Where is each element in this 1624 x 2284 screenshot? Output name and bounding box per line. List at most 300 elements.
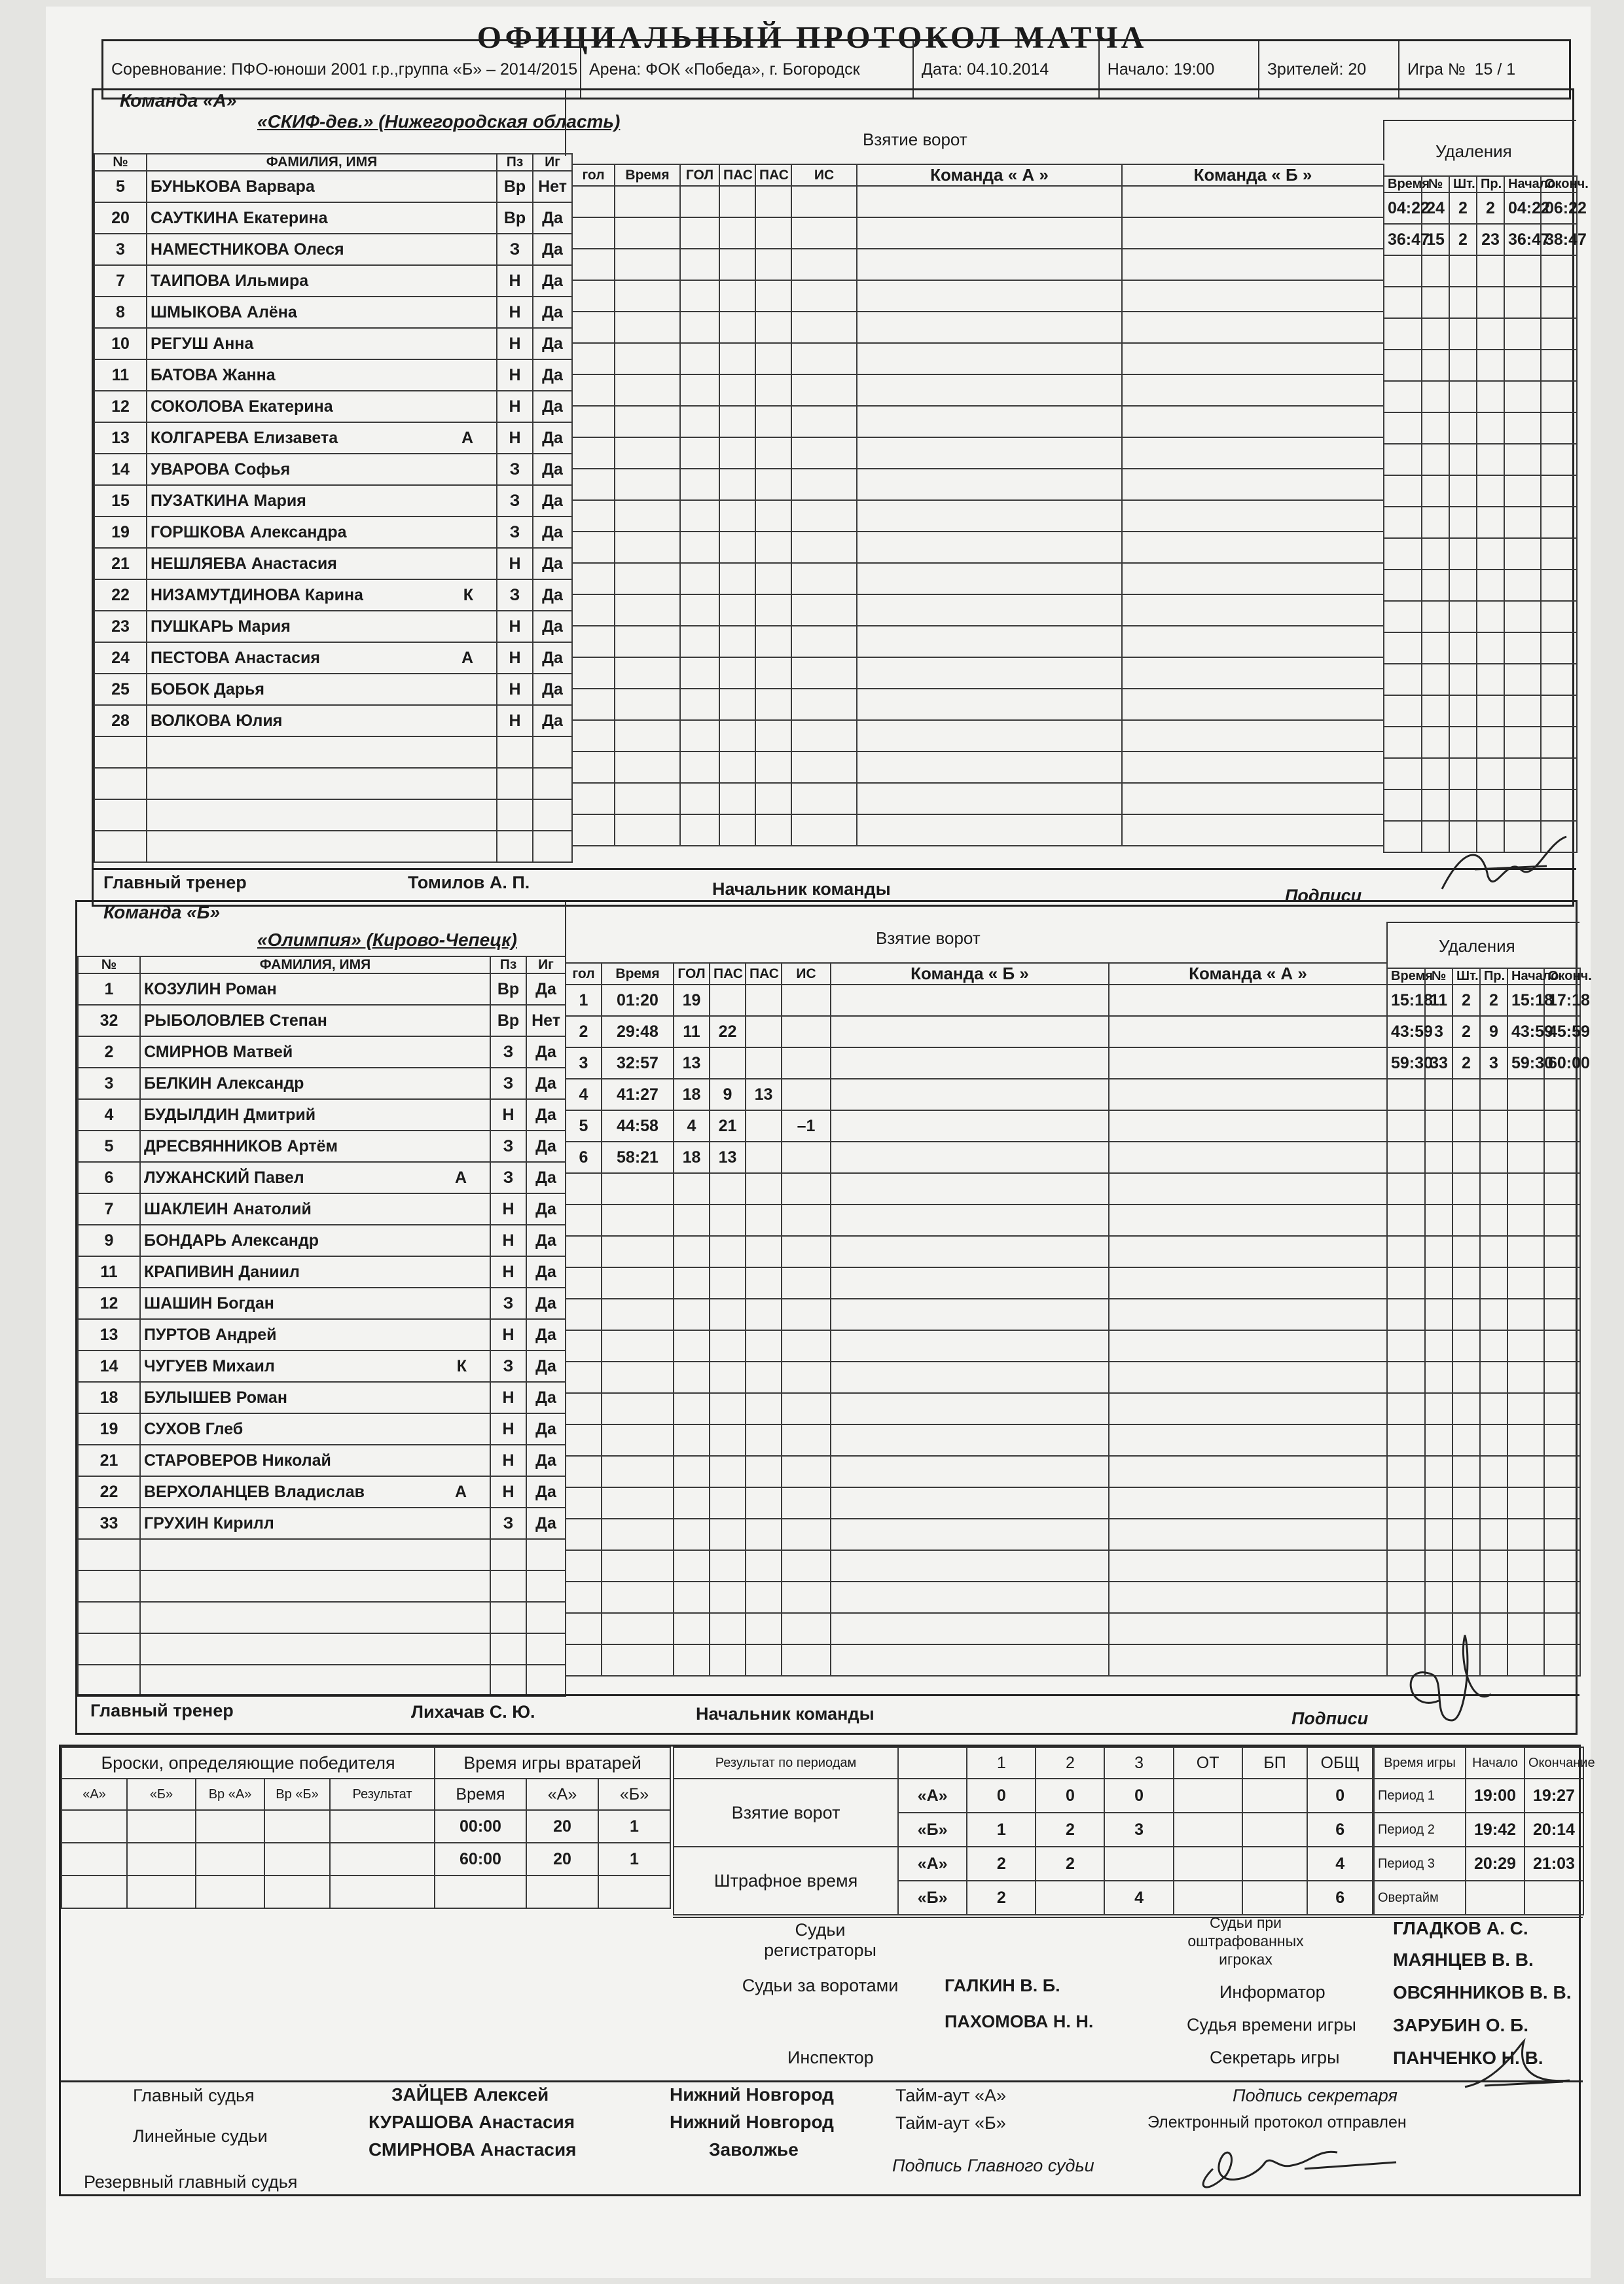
goal-cell bbox=[755, 689, 791, 720]
goal-grid bbox=[1109, 1142, 1387, 1173]
penalty-cell bbox=[1544, 1173, 1580, 1205]
penalty-cell bbox=[1384, 255, 1422, 287]
penalty-cell bbox=[1541, 664, 1577, 695]
goal-cell bbox=[719, 437, 755, 469]
goal-cell bbox=[602, 1236, 674, 1267]
player-position: З bbox=[490, 1068, 526, 1099]
goal-row bbox=[572, 406, 1384, 437]
penalty-cell bbox=[1477, 475, 1504, 507]
game-number: 15 / 1 bbox=[1474, 60, 1516, 79]
team-b-penalties-table: Время № Шт. Пр. Начало Оконч. 15:18 11 2 2 15:18 17:18 43:59 3 2 9 43:59 45:59 59:30 33 2 3 59:30 60:00 bbox=[1386, 968, 1581, 1677]
player-position: З bbox=[490, 1131, 526, 1162]
player-name bbox=[140, 1665, 490, 1696]
penalty-cell bbox=[1453, 1519, 1480, 1550]
goal-grid bbox=[1109, 1205, 1387, 1236]
goal-grid bbox=[857, 374, 1122, 406]
goal-cell bbox=[782, 1267, 831, 1299]
goal-row bbox=[566, 1613, 1387, 1644]
roster-row bbox=[78, 1445, 566, 1476]
goal-cell bbox=[602, 1299, 674, 1330]
penalty-cell bbox=[1477, 255, 1504, 287]
period-cell: 1 bbox=[967, 1813, 1036, 1847]
penalty-cell bbox=[1504, 350, 1541, 381]
gk-col: «Б» bbox=[598, 1779, 670, 1810]
penalty-row bbox=[1384, 695, 1577, 727]
goal-cell bbox=[746, 1550, 782, 1582]
goal-grid bbox=[857, 689, 1122, 720]
period-cell: 2 bbox=[967, 1847, 1036, 1881]
game-time-cell: Период 3 bbox=[1374, 1847, 1466, 1881]
player-name: ПУРТОВ Андрей bbox=[140, 1319, 490, 1350]
roster-row bbox=[78, 1225, 566, 1256]
goal-cell bbox=[782, 1613, 831, 1644]
goal-grid bbox=[831, 1582, 1109, 1613]
goal-cell: 11 bbox=[674, 1016, 710, 1047]
goal-cell bbox=[615, 626, 680, 657]
penalty-row bbox=[1387, 1393, 1580, 1424]
goal-cell bbox=[680, 186, 719, 217]
player-plays: Да bbox=[526, 1099, 566, 1131]
penalty-row bbox=[1384, 758, 1577, 789]
player-plays: Да bbox=[526, 1288, 566, 1319]
shootout-table bbox=[61, 1747, 435, 1909]
penalty-cell bbox=[1541, 507, 1577, 538]
goal-cell bbox=[755, 406, 791, 437]
goal-cell: 18 bbox=[674, 1079, 710, 1110]
period-cell: «Б» bbox=[898, 1813, 967, 1847]
player-name: РЕГУШ Анна bbox=[147, 328, 497, 359]
goal-grid bbox=[1109, 1519, 1387, 1550]
player-position: З bbox=[497, 579, 533, 611]
team-a-coach: Томилов А. П. bbox=[408, 873, 530, 892]
penalty-row bbox=[1387, 1047, 1580, 1079]
penalty-cell: 2 bbox=[1453, 985, 1480, 1016]
penalty-cell bbox=[1504, 570, 1541, 601]
goal-cell bbox=[791, 594, 857, 626]
chief-signature bbox=[1187, 2130, 1403, 2195]
penalty-cell bbox=[1477, 789, 1504, 821]
penalty-cell bbox=[1504, 507, 1541, 538]
goal-cell bbox=[782, 985, 831, 1016]
penalty-cell bbox=[1480, 1362, 1507, 1393]
period-cell bbox=[1174, 1813, 1242, 1847]
player-number bbox=[78, 1539, 140, 1570]
goal-cell bbox=[710, 1519, 746, 1550]
penalty-row bbox=[1387, 1424, 1580, 1456]
goal-grid bbox=[831, 1613, 1109, 1644]
goal-cell bbox=[755, 626, 791, 657]
goal-grid bbox=[831, 1110, 1109, 1142]
player-plays: Да bbox=[526, 1068, 566, 1099]
goal-cell bbox=[782, 1550, 831, 1582]
gk-time-title: Время игры вратарей bbox=[435, 1747, 670, 1779]
penalty-cell bbox=[1384, 381, 1422, 412]
game-time-cell bbox=[1466, 1881, 1525, 1915]
goal-cell bbox=[710, 1330, 746, 1362]
player-number bbox=[78, 1633, 140, 1665]
goal-row bbox=[572, 469, 1384, 500]
player-name bbox=[140, 1350, 490, 1382]
penalty-cell bbox=[1504, 287, 1541, 318]
goal-cell bbox=[719, 249, 755, 280]
penalty-cell bbox=[1449, 350, 1477, 381]
team-b-name: «Олимпия» (Кирово-Чепецк) bbox=[257, 930, 517, 950]
shootout-col: Вр «Б» bbox=[264, 1779, 330, 1810]
goal-grid bbox=[1122, 374, 1384, 406]
goal-cell bbox=[746, 1519, 782, 1550]
player-plays: Да bbox=[526, 1476, 566, 1508]
player-name: СТАРОВЕРОВ Николай bbox=[140, 1445, 490, 1476]
roster-row bbox=[78, 1350, 566, 1382]
penalty-cell: 2 bbox=[1477, 192, 1504, 224]
goal-row bbox=[572, 500, 1384, 532]
match-date: Дата: 04.10.2014 bbox=[914, 41, 1100, 98]
player-name: НЕШЛЯЕВА Анастасия bbox=[147, 548, 497, 579]
penalty-cell bbox=[1453, 1110, 1480, 1142]
linesmen-label: Линейные судьи bbox=[133, 2126, 268, 2146]
timekeeper-label: Судья времени игры bbox=[1187, 2015, 1356, 2035]
goal-row bbox=[566, 1016, 1387, 1047]
goal-cell bbox=[680, 563, 719, 594]
penalty-cell bbox=[1504, 444, 1541, 475]
goal-cell bbox=[791, 437, 857, 469]
player-number: 15 bbox=[94, 485, 147, 517]
goal-cell bbox=[615, 469, 680, 500]
penalty-cell bbox=[1507, 1582, 1544, 1613]
roster-row bbox=[78, 1193, 566, 1225]
goal-cell bbox=[710, 1582, 746, 1613]
player-plays: Да bbox=[533, 265, 572, 297]
goal-grid bbox=[857, 752, 1122, 783]
penalty-cell bbox=[1504, 789, 1541, 821]
goal-row bbox=[572, 374, 1384, 406]
penalty-cell bbox=[1387, 1173, 1425, 1205]
penalty-cell bbox=[1504, 632, 1541, 664]
player-plays: Нет bbox=[526, 1005, 566, 1036]
player-name: СОКОЛОВА Екатерина bbox=[147, 391, 497, 422]
period-cell bbox=[1036, 1881, 1104, 1915]
penalty-cell bbox=[1449, 538, 1477, 570]
player-position bbox=[490, 1602, 526, 1633]
penalty-cell bbox=[1544, 1079, 1580, 1110]
goal-row bbox=[572, 280, 1384, 312]
goal-grid bbox=[857, 186, 1122, 217]
player-name-text: ЛУЖАНСКИЙ Павел bbox=[144, 1168, 304, 1187]
penalty-cell bbox=[1449, 255, 1477, 287]
penalty-cell: 43:59 bbox=[1507, 1016, 1544, 1047]
penalty-cell bbox=[1507, 1362, 1544, 1393]
player-number: 20 bbox=[94, 202, 147, 234]
goal-cell bbox=[719, 563, 755, 594]
roster-row bbox=[94, 768, 572, 799]
penalty-cell bbox=[1449, 570, 1477, 601]
goal-cell bbox=[791, 186, 857, 217]
player-plays: Да bbox=[533, 422, 572, 454]
penalty-cell: 15:18 bbox=[1507, 985, 1544, 1016]
penalty-cell bbox=[1507, 1205, 1544, 1236]
goal-cell: 32:57 bbox=[602, 1047, 674, 1079]
goal-grid bbox=[831, 1173, 1109, 1205]
period-cell bbox=[1104, 1847, 1173, 1881]
gk-cell bbox=[435, 1876, 526, 1908]
goal-row bbox=[572, 186, 1384, 217]
goal-cell bbox=[615, 657, 680, 689]
penalty-cell bbox=[1449, 789, 1477, 821]
game-time-cell: Период 1 bbox=[1374, 1779, 1466, 1813]
game-time-table bbox=[1373, 1747, 1595, 1915]
player-position bbox=[490, 1570, 526, 1602]
period-cell: 0 bbox=[967, 1779, 1036, 1813]
goal-row bbox=[566, 1487, 1387, 1519]
goal-cell bbox=[710, 1236, 746, 1267]
goal-grid bbox=[1109, 1362, 1387, 1393]
player-name: САУТКИНА Екатерина bbox=[147, 202, 497, 234]
goal-cell bbox=[615, 186, 680, 217]
goal-cell bbox=[602, 1487, 674, 1519]
penalty-row bbox=[1387, 1519, 1580, 1550]
penalty-cell bbox=[1384, 758, 1422, 789]
penalty-box-judge-2: МАЯНЦЕВ В. В. bbox=[1393, 1949, 1534, 1970]
penalty-row bbox=[1384, 318, 1577, 350]
goal-cell bbox=[680, 374, 719, 406]
goal-cell bbox=[746, 1330, 782, 1362]
team-b-coach-label: Главный тренер bbox=[90, 1701, 234, 1720]
player-position: Н bbox=[497, 391, 533, 422]
goal-cell bbox=[710, 1299, 746, 1330]
penalty-cell bbox=[1541, 255, 1577, 287]
player-plays: Да bbox=[526, 1350, 566, 1382]
penalty-cell bbox=[1422, 695, 1449, 727]
goal-grid bbox=[1109, 1047, 1387, 1079]
penalty-cell bbox=[1541, 381, 1577, 412]
penalty-cell: 2 bbox=[1453, 1016, 1480, 1047]
goal-cell bbox=[719, 783, 755, 814]
player-plays: Да bbox=[533, 705, 572, 736]
goal-grid bbox=[1122, 469, 1384, 500]
penalty-cell bbox=[1425, 1173, 1453, 1205]
goal-cell bbox=[782, 1299, 831, 1330]
goal-cell bbox=[602, 1173, 674, 1205]
gk-cell: 1 bbox=[598, 1810, 670, 1843]
goal-grid bbox=[857, 783, 1122, 814]
goal-grid bbox=[1122, 249, 1384, 280]
goal-cell: 4 bbox=[674, 1110, 710, 1142]
goal-cell bbox=[710, 1047, 746, 1079]
gk-col: Время bbox=[435, 1779, 526, 1810]
player-position: З bbox=[490, 1162, 526, 1193]
goal-row bbox=[572, 217, 1384, 249]
penalty-cell bbox=[1384, 632, 1422, 664]
penalty-cell bbox=[1544, 1110, 1580, 1142]
goal-grid bbox=[1109, 1487, 1387, 1519]
goal-cell bbox=[782, 1236, 831, 1267]
goal-cell bbox=[615, 720, 680, 752]
goal-cell: 29:48 bbox=[602, 1016, 674, 1047]
team-b-goals-title: Взятие ворот bbox=[876, 928, 981, 948]
goal-cell bbox=[674, 1644, 710, 1676]
goal-cell bbox=[746, 1299, 782, 1330]
goal-cell bbox=[615, 594, 680, 626]
period-cell: 2 bbox=[967, 1881, 1036, 1915]
player-number: 12 bbox=[78, 1288, 140, 1319]
penalty-cell bbox=[1480, 1487, 1507, 1519]
roster-row bbox=[94, 328, 572, 359]
penalty-row bbox=[1387, 1173, 1580, 1205]
penalty-cell bbox=[1453, 1173, 1480, 1205]
period-cell: «А» bbox=[898, 1847, 967, 1881]
goal-cell bbox=[746, 1016, 782, 1047]
player-number bbox=[78, 1570, 140, 1602]
goal-row bbox=[572, 437, 1384, 469]
goal-grid bbox=[857, 532, 1122, 563]
captain-mark: А bbox=[454, 1482, 467, 1501]
goal-cell bbox=[572, 406, 615, 437]
goal-cell bbox=[602, 1550, 674, 1582]
penalty-cell bbox=[1425, 1424, 1453, 1456]
player-number: 23 bbox=[94, 611, 147, 642]
player-number: 19 bbox=[94, 517, 147, 548]
period-cell: «А» bbox=[898, 1779, 967, 1813]
roster-row bbox=[78, 1036, 566, 1068]
player-name bbox=[140, 1162, 490, 1193]
goal-cell bbox=[572, 752, 615, 783]
goal-cell bbox=[782, 1142, 831, 1173]
roster-row bbox=[78, 1162, 566, 1193]
goal-cell bbox=[719, 657, 755, 689]
roster-row bbox=[78, 1633, 566, 1665]
player-name: ПУШКАРЬ Мария bbox=[147, 611, 497, 642]
player-position: Н bbox=[497, 265, 533, 297]
goal-cell bbox=[674, 1613, 710, 1644]
penalty-cell bbox=[1422, 632, 1449, 664]
goal-cell bbox=[602, 1456, 674, 1487]
player-plays: Да bbox=[533, 485, 572, 517]
player-name bbox=[147, 768, 497, 799]
goal-cell: 13 bbox=[674, 1047, 710, 1079]
player-position: Вр bbox=[490, 973, 526, 1005]
informer: ОВСЯННИКОВ В. В. bbox=[1393, 1982, 1572, 2003]
penalty-row bbox=[1384, 789, 1577, 821]
player-number: 21 bbox=[78, 1445, 140, 1476]
goal-cell bbox=[719, 343, 755, 374]
goal-grid bbox=[831, 1142, 1109, 1173]
penalty-cell: 2 bbox=[1449, 224, 1477, 255]
penalty-cell bbox=[1541, 695, 1577, 727]
player-plays: Да bbox=[533, 454, 572, 485]
penalty-row bbox=[1384, 475, 1577, 507]
penalty-cell bbox=[1541, 727, 1577, 758]
roster-row bbox=[78, 1508, 566, 1539]
player-plays bbox=[526, 1665, 566, 1696]
penalty-cell bbox=[1387, 1487, 1425, 1519]
player-name bbox=[147, 831, 497, 862]
team-a-penalties-table: Время № Шт. Пр. Начало Оконч. 04:22 24 2 2 04:22 06:22 36:47 15 2 23 36:47 38:47 bbox=[1383, 175, 1578, 853]
goal-grid bbox=[1109, 1393, 1387, 1424]
penalty-cell bbox=[1387, 1424, 1425, 1456]
goal-cell: 1 bbox=[566, 985, 602, 1016]
goal-cell bbox=[615, 343, 680, 374]
goal-grid bbox=[857, 594, 1122, 626]
shootout-col: Результат bbox=[330, 1779, 435, 1810]
penalty-cell bbox=[1453, 1299, 1480, 1330]
penalty-cell bbox=[1477, 507, 1504, 538]
roster-row bbox=[78, 1005, 566, 1036]
goal-cell bbox=[755, 720, 791, 752]
goal-cell bbox=[572, 657, 615, 689]
penalty-cell bbox=[1449, 318, 1477, 350]
penalty-cell bbox=[1507, 1299, 1544, 1330]
penalty-cell bbox=[1387, 1330, 1425, 1362]
penalty-cell bbox=[1449, 381, 1477, 412]
goal-cell bbox=[572, 186, 615, 217]
goal-cell bbox=[782, 1456, 831, 1487]
penalty-cell bbox=[1541, 287, 1577, 318]
player-position: З bbox=[497, 454, 533, 485]
penalty-cell bbox=[1384, 821, 1422, 852]
player-position: Н bbox=[490, 1225, 526, 1256]
penalty-cell bbox=[1425, 1205, 1453, 1236]
goal-cell bbox=[674, 1519, 710, 1550]
penalty-cell bbox=[1541, 538, 1577, 570]
player-number bbox=[94, 736, 147, 768]
goal-cell bbox=[566, 1173, 602, 1205]
penalty-cell bbox=[1387, 1550, 1425, 1582]
period-cell: «Б» bbox=[898, 1881, 967, 1915]
goal-cell bbox=[710, 1362, 746, 1393]
player-number: 13 bbox=[78, 1319, 140, 1350]
penalty-row bbox=[1384, 412, 1577, 444]
penalty-cell: 36:47 bbox=[1384, 224, 1422, 255]
goal-grid bbox=[1122, 437, 1384, 469]
penalty-cell bbox=[1477, 695, 1504, 727]
player-number: 5 bbox=[94, 171, 147, 202]
penalty-cell bbox=[1384, 601, 1422, 632]
goal-cell bbox=[674, 1424, 710, 1456]
player-position: Н bbox=[490, 1413, 526, 1445]
captain-mark: А bbox=[461, 428, 473, 447]
goal-cell bbox=[602, 1362, 674, 1393]
goal-cell bbox=[791, 280, 857, 312]
chief-referee-label: Главный судья bbox=[133, 2086, 255, 2105]
penalty-cell bbox=[1504, 695, 1541, 727]
goal-cell bbox=[791, 312, 857, 343]
player-number: 3 bbox=[94, 234, 147, 265]
secretary-sign-label: Подпись секретаря bbox=[1233, 2086, 1398, 2105]
secretary-label: Секретарь игры bbox=[1210, 2048, 1340, 2067]
team-b-goals-table: гол Время ГОЛ ПАС ПАС ИС Команда « Б » Команда « А » 1 01:20 19 2 29:48 11 22 3 32:57 13 4 41:27 18 9 13 5 44:58 4 21 –1 6 58:21 18 13 bbox=[565, 962, 1388, 1677]
penalty-row bbox=[1384, 287, 1577, 318]
goal-cell bbox=[746, 1424, 782, 1456]
goal-row bbox=[566, 1205, 1387, 1236]
team-a-goals-table: гол Время ГОЛ ПАС ПАС ИС Команда « А » Команда « Б » bbox=[571, 164, 1384, 846]
goal-cell bbox=[746, 1613, 782, 1644]
goal-cell bbox=[746, 1267, 782, 1299]
goal-cell bbox=[566, 1362, 602, 1393]
penalty-cell bbox=[1387, 1393, 1425, 1424]
goal-cell: 21 bbox=[710, 1110, 746, 1142]
roster-row bbox=[78, 1068, 566, 1099]
gk-cell: 20 bbox=[526, 1843, 598, 1876]
goal-cell bbox=[572, 626, 615, 657]
penalty-cell bbox=[1480, 1424, 1507, 1456]
penalty-cell bbox=[1453, 1362, 1480, 1393]
penalty-cell: 17:18 bbox=[1544, 985, 1580, 1016]
goal-cell bbox=[572, 437, 615, 469]
goal-cell bbox=[674, 1236, 710, 1267]
goal-row bbox=[566, 1236, 1387, 1267]
roster-row bbox=[78, 1602, 566, 1633]
penalty-cell bbox=[1384, 789, 1422, 821]
